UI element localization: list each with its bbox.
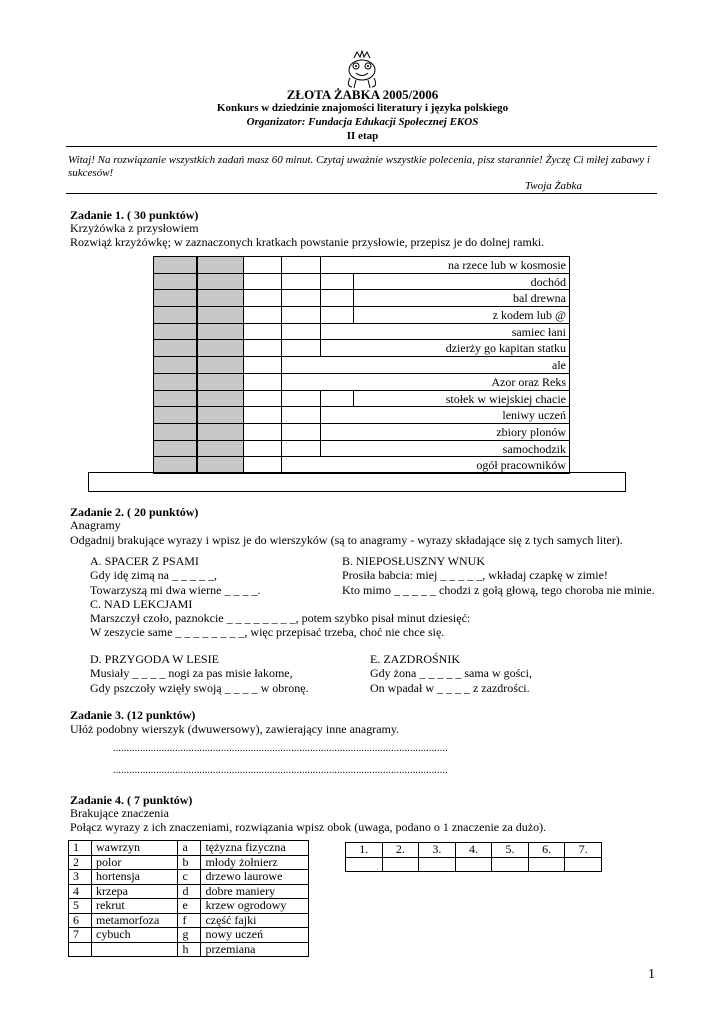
word [92,942,178,957]
crossword-cell[interactable] [243,406,282,424]
proverb-answer-frame[interactable] [88,472,626,492]
crossword-cell[interactable] [243,339,282,357]
crossword-cell[interactable] [243,373,282,391]
crossword-proverb-cell[interactable] [153,289,197,307]
crossword-proverb-cell[interactable] [153,390,197,408]
meanings-table [68,840,309,957]
task1-instruction: Rozwiąż krzyżówkę; w zaznaczonych kratkach powstanie przysłowie, przepisz je do dolnej ramki. [70,235,545,249]
crossword-row [153,456,570,473]
crossword-row [153,323,570,340]
crossword-cell[interactable] [281,256,321,274]
answer-cell[interactable] [382,857,419,872]
crossword-cell[interactable] [243,256,282,274]
anagram-e-line1: Gdy żona _ _ _ _ _ sama w gości, [370,666,532,680]
answer-header: 4. [455,843,492,858]
task1-subtitle: Krzyżówka z przysłowiem [70,221,199,235]
crossword-clue: samiec łani [320,323,570,341]
anagram-b-title: B. NIEPOSŁUSZNY WNUK [342,554,486,568]
crossword [153,256,570,473]
crossword-row [153,256,570,273]
crossword-proverb-cell[interactable] [153,406,197,424]
crossword-cell[interactable] [243,356,282,374]
table-row [69,928,309,943]
crossword-cell[interactable] [320,390,354,408]
anagram-c-line2: W zeszycie same _ _ _ _ _ _ _ _, więc przepisać trzeba, choć nie chce się. [90,625,445,639]
meaning-letter: c [178,870,201,885]
crossword-proverb-cell[interactable] [197,390,244,408]
divider-top [66,146,657,147]
crossword-cell[interactable] [243,289,282,307]
crossword-proverb-cell[interactable] [153,440,197,458]
crossword-row [153,390,570,407]
answer-cell[interactable] [455,857,492,872]
table-row [69,870,309,885]
crossword-row [153,339,570,356]
task3-answer-line1[interactable]: ............................................................................................................................ [113,743,448,754]
meaning: młody żołnierz [201,855,309,870]
crossword-cell[interactable] [281,273,321,291]
frog-logo-icon [340,50,384,90]
crossword-cell[interactable] [281,423,321,441]
answer-cell[interactable] [346,857,383,872]
signature: Twoja Żabka [525,180,582,192]
table-row [69,942,309,957]
word-number: 1 [69,841,92,856]
answer-header: 3. [419,843,456,858]
table-row [69,899,309,914]
crossword-proverb-cell[interactable] [197,339,244,357]
crossword-proverb-cell[interactable] [197,406,244,424]
crossword-clue: stołek w wiejskiej chacie [353,390,570,408]
anagram-c-line1: Marszczył czoło, paznokcie _ _ _ _ _ _ _ _, potem szybko pisał minut dziesięć: [90,611,471,625]
crossword-cell[interactable] [281,339,321,357]
crossword-proverb-cell[interactable] [197,356,244,374]
contest-title: ZŁOTA ŻABKA 2005/2006 [286,87,439,102]
crossword-clue: leniwy uczeń [320,406,570,424]
crossword-proverb-cell[interactable] [153,256,197,274]
table-row [69,855,309,870]
crossword-cell[interactable] [243,390,282,408]
word: wawrzyn [92,841,178,856]
anagram-d-line1: Musiały _ _ _ _ nogi za pas misie łakome, [90,666,293,680]
crossword-proverb-cell[interactable] [197,423,244,441]
crossword-proverb-cell[interactable] [197,440,244,458]
task2-title: Zadanie 2. ( 20 punktów) [70,505,199,519]
crossword-clue: na rzece lub w kosmosie [320,256,570,274]
crossword-cell[interactable] [281,440,321,458]
word-number: 2 [69,855,92,870]
crossword-cell[interactable] [243,306,282,324]
crossword-cell[interactable] [281,323,321,341]
crossword-cell[interactable] [281,306,321,324]
anagram-a-line2: Towarzyszą mi dwa wierne _ _ _ _. [90,583,261,597]
answer-header: 2. [382,843,419,858]
answer-header: 6. [528,843,565,858]
answer-header: 1. [346,843,383,858]
crossword-cell[interactable] [243,440,282,458]
divider-bottom [66,193,657,194]
crossword-cell[interactable] [281,406,321,424]
crossword-cell[interactable] [281,289,321,307]
meaning-letter: d [178,884,201,899]
task2-subtitle: Anagramy [70,518,121,532]
crossword-proverb-cell[interactable] [197,323,244,341]
crossword-clue: zbiory plonów [320,423,570,441]
word-number: 5 [69,899,92,914]
crossword-clue: ale [281,356,570,374]
meaning: przemiana [201,942,309,957]
crossword-row [153,356,570,373]
crossword-cell[interactable] [281,390,321,408]
crossword-clue: samochodzik [320,440,570,458]
crossword-proverb-cell[interactable] [153,323,197,341]
meaning-letter: g [178,928,201,943]
anagram-b-line2: Kto mimo _ _ _ _ _ chodzi z gołą głową, tego choroba nie minie. [342,583,655,597]
crossword-proverb-cell[interactable] [153,339,197,357]
word: krzepa [92,884,178,899]
crossword-row [153,440,570,457]
organizer: Organizator: Fundacja Edukacji Społecznej EKOS [246,116,479,128]
meaning: drzewo laurowe [201,870,309,885]
word: cybuch [92,928,178,943]
task2-instruction: Odgadnij brakujące wyrazy i wpisz je do wierszyków (są to anagramy - wyrazy składające się z tych samych liter). [70,533,623,547]
crossword-clue: bal drewna [353,289,570,307]
word: rekrut [92,899,178,914]
table-row [69,841,309,856]
crossword-clue: Azor oraz Reks [281,373,570,391]
anagram-d-line2: Gdy pszczoły wzięły swoją _ _ _ _ w obronę. [90,681,309,695]
task3-instruction: Ułóż podobny wierszyk (dwuwersowy), zawierający inne anagramy. [70,722,400,736]
crossword-proverb-cell[interactable] [153,356,197,374]
crossword-clue: dzierży go kapitan statku [320,339,570,357]
meaning-letter: b [178,855,201,870]
contest-subtitle: Konkurs w dziedzinie znajomości literatury i języka polskiego [216,102,509,114]
crossword-proverb-cell[interactable] [153,306,197,324]
meaning-letter: a [178,841,201,856]
word-number: 4 [69,884,92,899]
word: polor [92,855,178,870]
word: metamorfoza [92,913,178,928]
word: hortensja [92,870,178,885]
crossword-proverb-cell[interactable] [197,273,244,291]
intro-line1: Witaj! Na rozwiązanie wszystkich zadań masz 60 minut. Czytaj uważnie wszystkie polecenia, pisz starannie! Życzę Ci miłej zabawy i [68,154,650,166]
crossword-row [153,289,570,306]
word-number: 7 [69,928,92,943]
crossword-proverb-cell[interactable] [153,273,197,291]
meaning: część fajki [201,913,309,928]
anagram-e-title: E. ZAZDROŚNIK [370,652,460,666]
meaning-letter: h [178,942,201,957]
crossword-row [153,373,570,390]
crossword-proverb-cell[interactable] [197,289,244,307]
word-number: 3 [69,870,92,885]
answer-header: 7. [565,843,602,858]
crossword-cell[interactable] [320,306,354,324]
crossword-proverb-cell[interactable] [153,423,197,441]
anagram-c-title: C. NAD LEKCJAMI [90,597,193,611]
crossword-row [153,423,570,440]
crossword-cell[interactable] [243,273,282,291]
word-number: 6 [69,913,92,928]
meaning: krzew ogrodowy [201,899,309,914]
answers-table [345,842,602,872]
anagram-a-line1: Gdy idę zimą na _ _ _ _ _, [90,568,217,582]
word-number [69,942,92,957]
anagram-e-line2: On wpadał w _ _ _ _ z zazdrości. [370,681,530,695]
anagram-d-title: D. PRZYGODA W LESIE [90,652,219,666]
task1-title: Zadanie 1. ( 30 punktów) [70,208,199,222]
crossword-cell[interactable] [320,273,354,291]
intro-line2: sukcesów! [68,167,114,179]
table-row [69,913,309,928]
crossword-proverb-cell[interactable] [197,306,244,324]
anagram-b-line1: Prosiła babcia: miej _ _ _ _ _, wkładaj czapkę w zimie! [342,568,608,582]
crossword-clue: dochód [353,273,570,291]
meaning: dobre maniery [201,884,309,899]
crossword-clue: ogół pracowników [281,456,570,474]
task3-answer-line2[interactable]: ............................................................................................................................ [113,765,448,776]
crossword-cell[interactable] [320,289,354,307]
answer-cell[interactable] [492,857,529,872]
crossword-proverb-cell[interactable] [153,373,197,391]
answer-cell[interactable] [419,857,456,872]
crossword-row [153,273,570,290]
answer-cell[interactable] [528,857,565,872]
task4-subtitle: Brakujące znaczenia [70,806,169,820]
meaning: tężyzna fizyczna [201,841,309,856]
task4-title: Zadanie 4. ( 7 punktów) [70,793,193,807]
meaning: nowy uczeń [201,928,309,943]
answer-cell[interactable] [565,857,602,872]
crossword-proverb-cell[interactable] [197,256,244,274]
answer-header: 5. [492,843,529,858]
anagram-a-title: A. SPACER Z PSAMI [90,554,199,568]
crossword-row [153,306,570,323]
meaning-letter: e [178,899,201,914]
crossword-cell[interactable] [243,323,282,341]
crossword-cell[interactable] [243,423,282,441]
meaning-letter: f [178,913,201,928]
stage: II etap [346,130,379,142]
page-number: 1 [648,967,655,982]
crossword-proverb-cell[interactable] [197,373,244,391]
task4-instruction: Połącz wyrazy z ich znaczeniami, rozwiązania wpisz obok (uwaga, podano o 1 znaczenie za dużo). [70,820,547,834]
crossword-clue: z kodem lub @ [353,306,570,324]
table-row [69,884,309,899]
task3-title: Zadanie 3. (12 punktów) [70,708,196,722]
crossword-row [153,406,570,423]
